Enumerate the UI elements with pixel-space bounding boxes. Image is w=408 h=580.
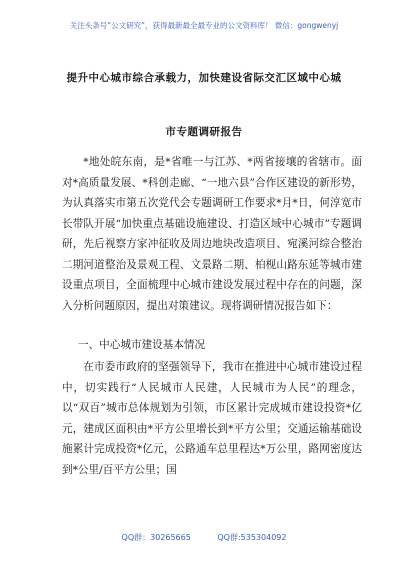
section-heading: 一、中心城市建设基本情况 [78, 339, 206, 351]
section1-paragraph-block [62, 357, 362, 480]
intro-paragraph-block [62, 152, 362, 316]
footer-qq-group-2[interactable]: QQ群:535304092 [217, 533, 287, 542]
footer-contact [0, 532, 408, 543]
intro-paragraph: *地处皖东南，是*省唯一与江苏、*两省接壤的省辖市。面对*高质量发展、*科创走廊、“一地六县”合作区建设的新形势，为认真落实市第五次党代会专题调研工作要求*月*日，何淳宽市长带队开展“加快重点基础设施建设、打造区域中心城市”专题调研，先后视察方家冲征收及周边地块改造项目、宛溪河综合整治二期河道整治及景观工程、文景路二期、柏枧山路东延等城市建设重点项目，全面梳理中心城市建设发展过程中存在的问题，深入分析问题原因，提出对策建议。现将调研情况报告如下： [62, 156, 362, 312]
footer-qq-group-1[interactable]: QQ群：30265665 [121, 533, 191, 542]
top-banner[interactable]: 关注头条号“公文研究”，获得最新最全最专业的公文资料库！ 微信：gongwenyj [69, 21, 339, 30]
document-title-line1: 提升中心城市综合承载力，加快建设省际交汇区域中心城 [66, 72, 342, 84]
document-title-line2: 市专题调研报告 [165, 126, 243, 138]
section1-paragraph: 在市委市政府的坚强领导下，我市在推进中心城市建设过程中，切实践行“人民城市人民建，人民城市为人民”的理念，以“双百”城市总体规划为引领，市区累计完成城市建设投资*亿元，建成区面积由*平方公里增长到*平方公里；交通运输基础设施累计完成投资*亿元，公路通车总里程达*万公里，路网密度达到*公里/百平方公里；国 [62, 361, 362, 476]
